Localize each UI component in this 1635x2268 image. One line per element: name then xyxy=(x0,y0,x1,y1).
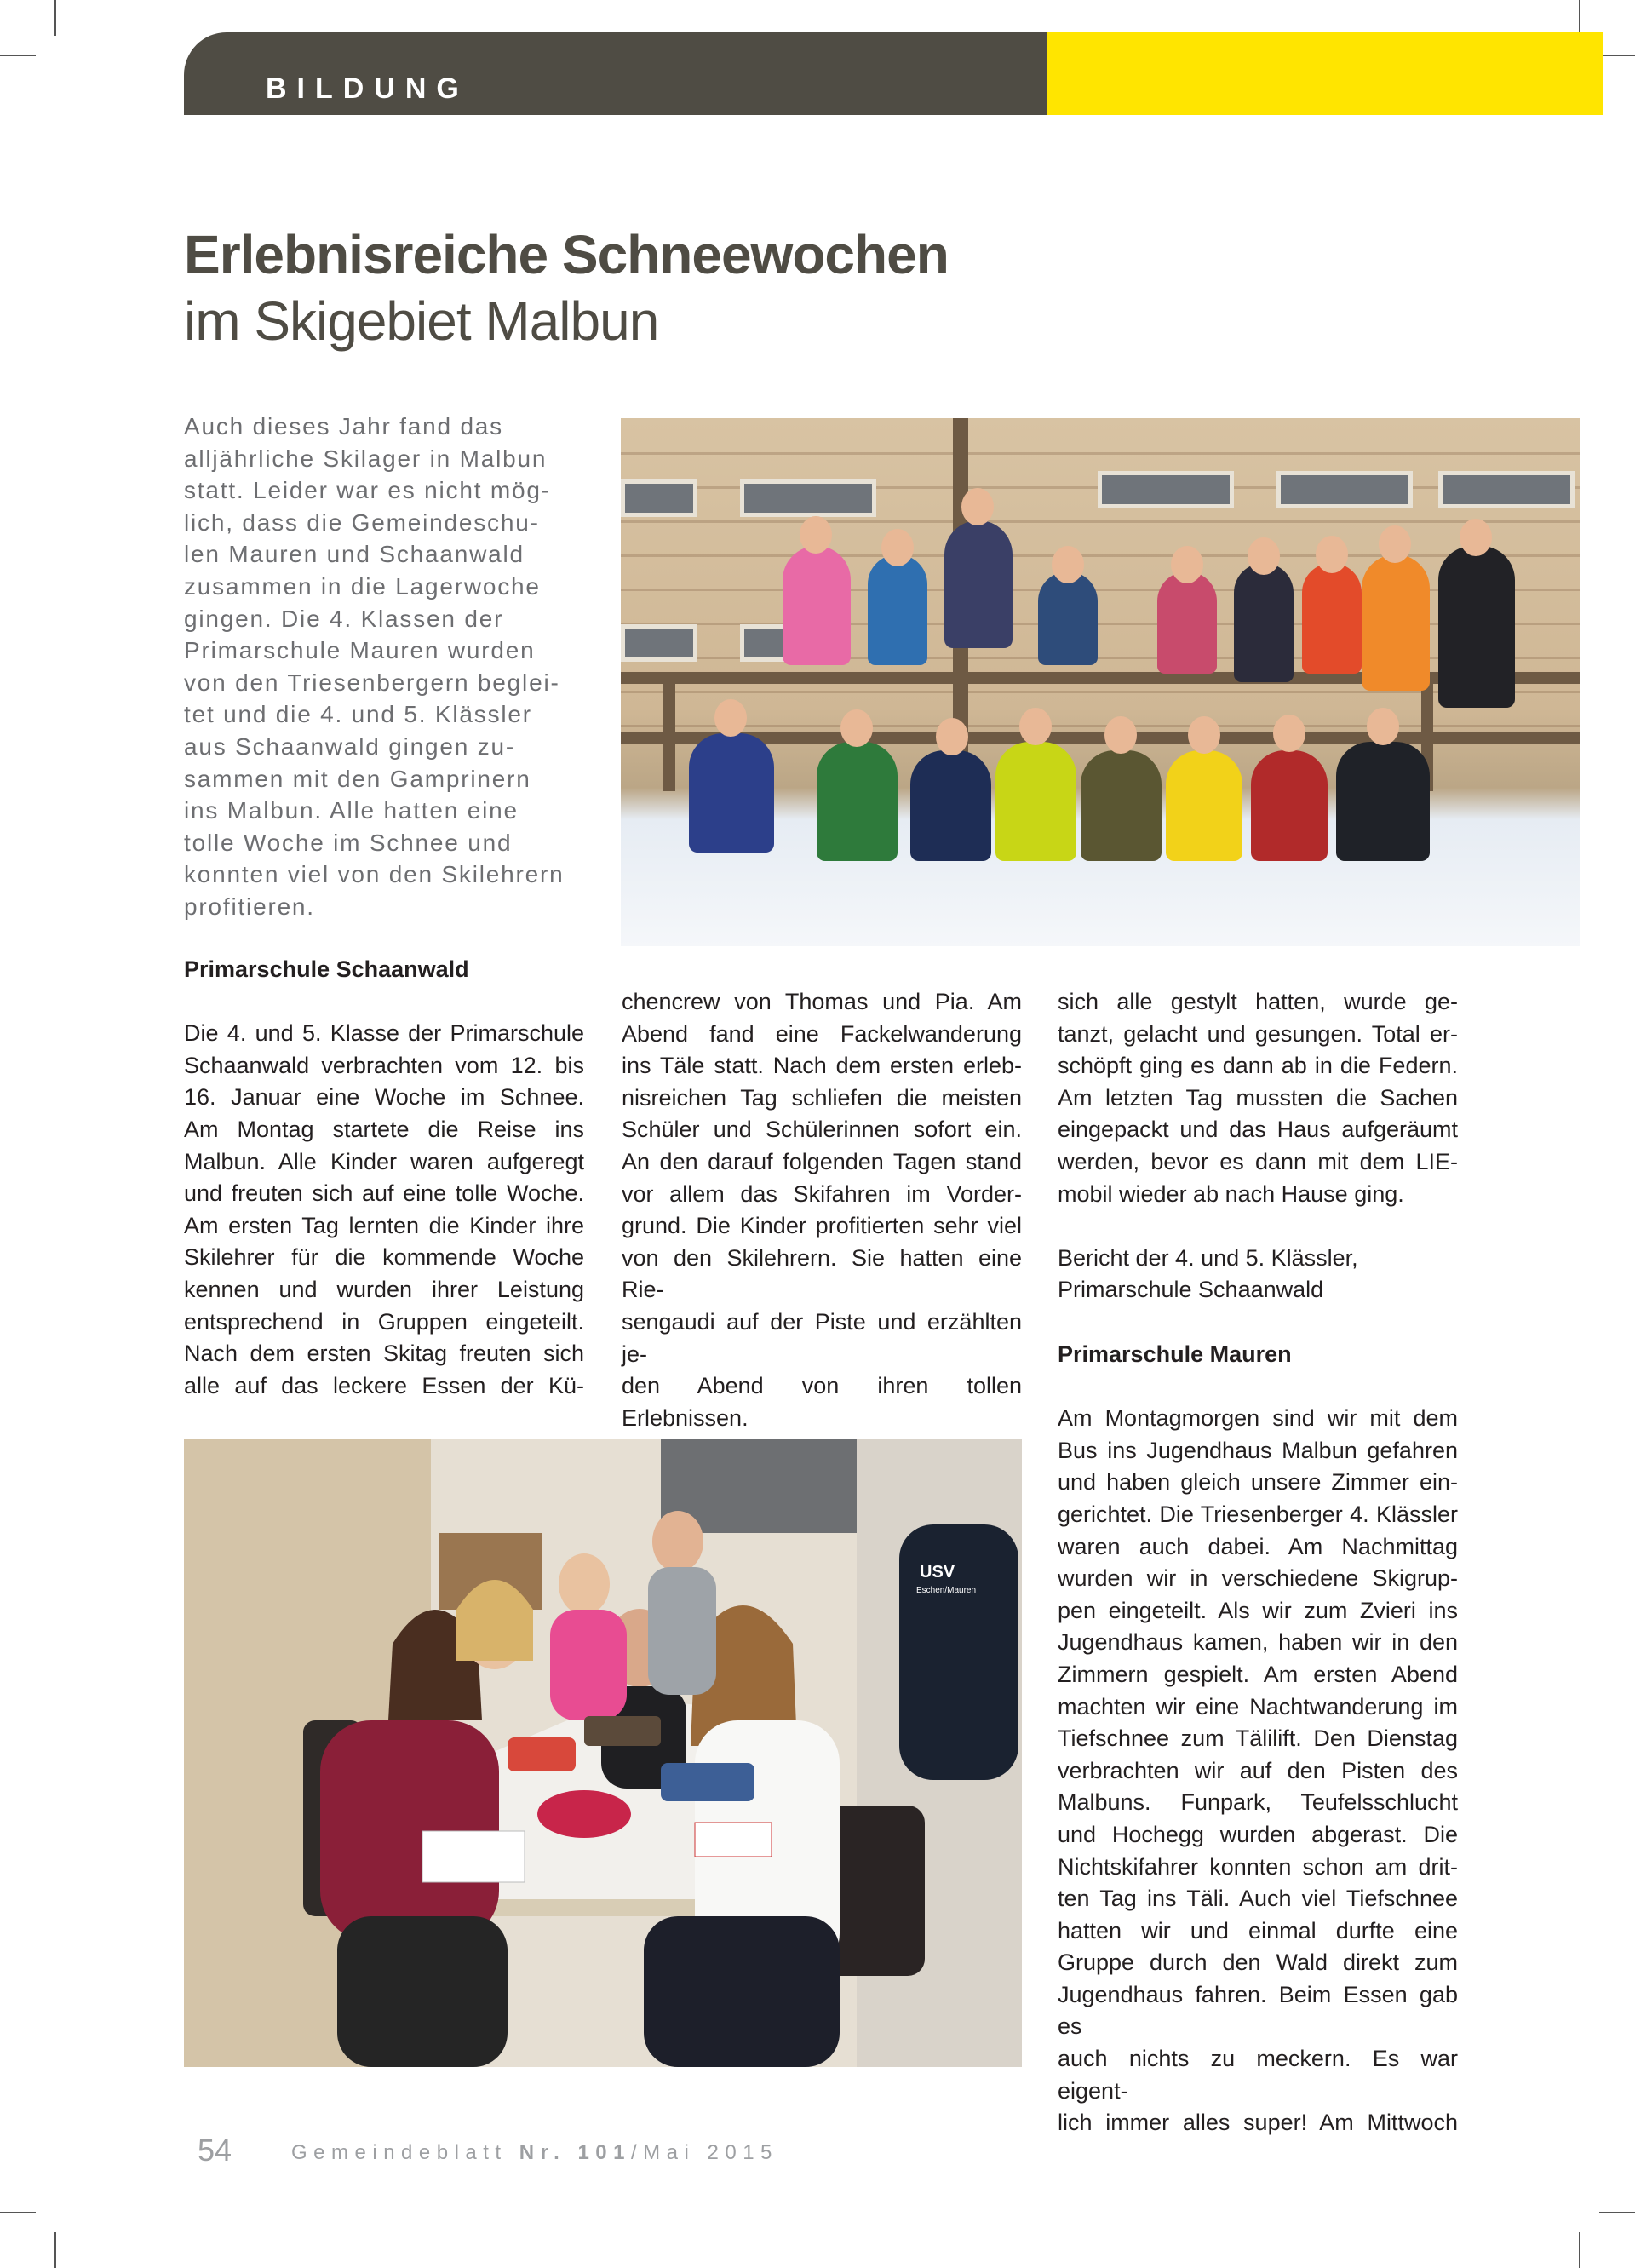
text-line: vor allem das Skifahren im Vorder- xyxy=(622,1180,1022,1207)
intro-line: alljährliche Skilager in Malbun xyxy=(184,445,548,472)
text-line: grund. Die Kinder profitierten sehr viel xyxy=(622,1213,1022,1239)
report-credit: Bericht der 4. und 5. Klässler, xyxy=(1058,1244,1358,1271)
text-line: waren auch dabei. Am Nachmittag xyxy=(1058,1533,1458,1559)
text-line: schöpft ging es dann ab in die Federn. xyxy=(1058,1053,1458,1079)
text-line: Bus ins Jugendhaus Malbun gefahren xyxy=(1058,1437,1458,1463)
text-line: Schüler und Schülerinnen sofort ein. xyxy=(622,1117,1022,1143)
text-line: ins Täle statt. Nach dem ersten erleb- xyxy=(622,1053,1022,1079)
article-title: Erlebnisreiche Schneewochen xyxy=(184,224,949,285)
crop-mark xyxy=(1579,0,1580,36)
text-line: verbrachten wir auf den Pisten des xyxy=(1058,1757,1458,1783)
article-intro xyxy=(184,411,584,923)
intro-line: konnten viel von den Skilehrern xyxy=(184,861,565,888)
text-line: auch nichts zu meckern. Es war eigent- xyxy=(1058,2046,1458,2104)
text-line: machten wir eine Nachtwanderung im xyxy=(1058,1693,1458,1720)
article-column-3 xyxy=(1058,986,1458,1306)
article-column-3-mauren xyxy=(1058,1339,1458,2139)
text-line: lich immer alles super! Am Mittwoch xyxy=(1058,2110,1458,2136)
text-line: und freuten sich auf eine tolle Woche. xyxy=(184,1180,584,1207)
text-line: und haben gleich unsere Zimmer ein- xyxy=(1058,1469,1458,1496)
text-line: Am letzten Tag mussten die Sachen xyxy=(1058,1084,1458,1111)
text-line: ten Tag ins Täli. Auch viel Tiefschnee xyxy=(1058,1886,1458,1912)
section-header-accent xyxy=(1047,32,1603,115)
magazine-name: Gemeindeblatt xyxy=(291,2141,508,2164)
text-line: Am Montag startete die Reise ins xyxy=(184,1116,584,1142)
intro-line: zusammen in die Lagerwoche xyxy=(184,572,541,600)
text-line: entsprechend in Gruppen eingeteilt. xyxy=(184,1308,584,1335)
intro-line: tolle Woche im Schnee und xyxy=(184,829,513,856)
intro-line: aus Schaanwald gingen zu- xyxy=(184,732,516,760)
text-line: 16. Januar eine Woche im Schnee. xyxy=(184,1084,584,1111)
photo-group-on-snow xyxy=(621,418,1580,946)
jacket-logo-text: USV xyxy=(920,1563,955,1582)
text-line: Malbun. Alle Kinder waren aufgeregt xyxy=(184,1148,584,1174)
text-line: Gruppe durch den Wald direkt zum xyxy=(1058,1949,1458,1976)
crop-mark xyxy=(1579,2232,1580,2268)
text-line: von den Skilehrern. Sie hatten eine Rie- xyxy=(622,1244,1022,1303)
text-line: Malbuns. Funpark, Teufelsschlucht xyxy=(1058,1789,1458,1816)
text-line: Am ersten Tag lernten die Kinder ihre xyxy=(184,1212,584,1238)
issue-number: Nr. 101 xyxy=(519,2141,631,2164)
intro-line: lich, dass die Gemeindeschu- xyxy=(184,508,540,536)
section-heading-schaanwald: Primarschule Schaanwald xyxy=(184,956,469,982)
crop-mark xyxy=(1599,55,1635,56)
text-line: Nach dem ersten Skitag freuten sich xyxy=(184,1341,584,1367)
text-line: Schaanwald verbrachten vom 12. bis xyxy=(184,1052,584,1078)
text-line: Tiefschnee zum Tälilift. Den Dienstag xyxy=(1058,1725,1458,1752)
report-credit: Primarschule Schaanwald xyxy=(1058,1277,1324,1303)
magazine-footer xyxy=(291,2141,778,2165)
text-line: Am Montagmorgen sind wir mit dem xyxy=(1058,1405,1458,1432)
photo-classroom xyxy=(184,1439,1022,2067)
text-line: Nichtskifahrer konnten schon am drit- xyxy=(1058,1853,1458,1880)
text-line: wurden wir in verschiedene Skigrup- xyxy=(1058,1565,1458,1592)
intro-line: profitieren. xyxy=(184,893,315,920)
text-line: chencrew von Thomas und Pia. Am xyxy=(622,989,1022,1014)
text-line: eingepackt und das Haus aufgeräumt xyxy=(1058,1117,1458,1143)
text-line: nisreichen Tag schliefen die meisten xyxy=(622,1084,1022,1111)
crop-mark xyxy=(0,55,36,56)
text-line: sengaudi auf der Piste und erzählten je- xyxy=(622,1308,1022,1367)
intro-line: len Mauren und Schaanwald xyxy=(184,541,525,568)
article-column-1 xyxy=(184,954,584,1402)
intro-line: tet und die 4. und 5. Klässler xyxy=(184,701,532,728)
text-line: Zimmern gespielt. Am ersten Abend xyxy=(1058,1661,1458,1687)
crop-mark xyxy=(1599,2212,1635,2213)
text-line: An den darauf folgenden Tagen stand xyxy=(622,1148,1022,1174)
intro-line: von den Triesenbergern beglei- xyxy=(184,669,560,696)
intro-line: Auch dieses Jahr fand das xyxy=(184,413,503,439)
text-line: pen eingeteilt. Als wir zum Zvieri ins xyxy=(1058,1597,1458,1623)
text-line: hatten wir und einmal durfte eine xyxy=(1058,1917,1458,1944)
text-line: Skilehrer für die kommende Woche xyxy=(184,1244,584,1271)
intro-line: Primarschule Mauren wurden xyxy=(184,637,536,664)
text-line: mobil wieder ab nach Hause ging. xyxy=(1058,1180,1404,1207)
section-label: BILDUNG xyxy=(266,72,469,105)
section-heading-mauren: Primarschule Mauren xyxy=(1058,1341,1292,1367)
text-line: gerichtet. Die Triesenberger 4. Klässler xyxy=(1058,1501,1458,1527)
text-line: Jugendhaus kamen, haben wir in den xyxy=(1058,1629,1458,1656)
page-number: 54 xyxy=(198,2133,232,2168)
crop-mark xyxy=(0,2212,36,2213)
text-line: Die 4. und 5. Klasse der Primarschule xyxy=(184,1020,584,1047)
crop-mark xyxy=(54,0,56,36)
intro-line: gingen. Die 4. Klassen der xyxy=(184,605,504,632)
article-subtitle: im Skigebiet Malbun xyxy=(184,290,659,352)
crop-mark xyxy=(54,2232,56,2268)
text-line: kennen und wurden ihrer Leistung xyxy=(184,1276,584,1302)
intro-line: statt. Leider war es nicht mög- xyxy=(184,477,551,504)
intro-line: ins Malbun. Alle hatten eine xyxy=(184,797,519,824)
classroom-illustration xyxy=(184,1439,1022,2067)
intro-line: sammen mit den Gamprinern xyxy=(184,765,531,792)
article-column-2 xyxy=(622,986,1022,1499)
issue-date: /Mai 2015 xyxy=(631,2141,778,2164)
jacket-logo-subtext: Eschen/Mauren xyxy=(916,1586,977,1595)
text-line: den Abend von ihren tollen Erlebnissen. xyxy=(622,1373,1022,1431)
text-line: sich alle gestylt hatten, wurde ge- xyxy=(1058,989,1458,1014)
text-line: und Hochegg wurden abgerast. Die xyxy=(1058,1821,1458,1847)
text-line: Jugendhaus fahren. Beim Essen gab es xyxy=(1058,1981,1458,2040)
text-line: alle auf das leckere Essen der Kü- xyxy=(184,1372,584,1398)
text-line: Abend fand eine Fackelwanderung xyxy=(622,1020,1022,1047)
text-line: tanzt, gelacht und gesungen. Total er- xyxy=(1058,1020,1458,1047)
text-line: werden, bevor es dann mit dem LIE- xyxy=(1058,1148,1458,1174)
